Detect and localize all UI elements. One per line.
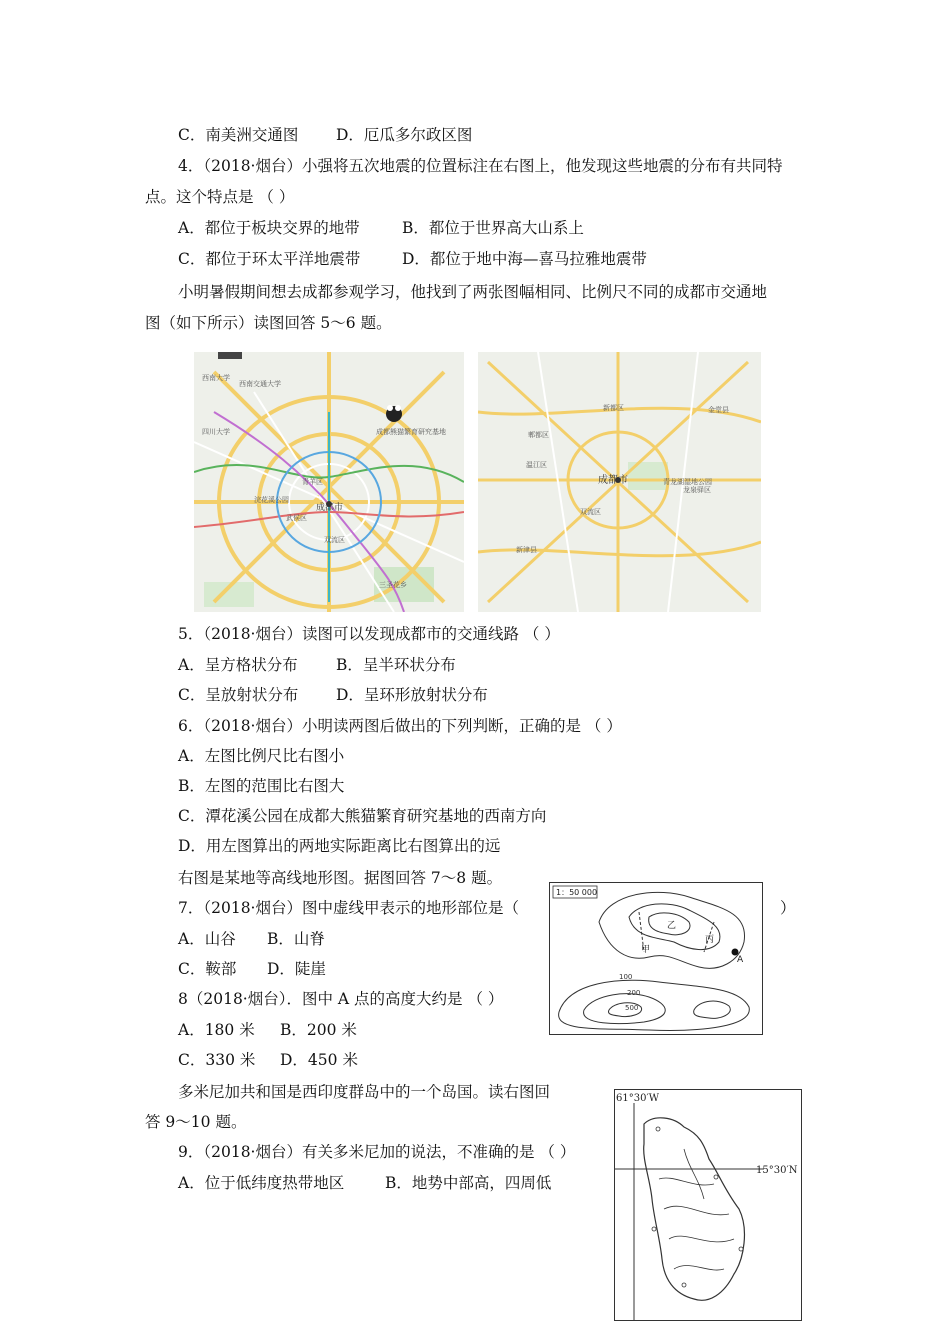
- q6-option-a: A．左图比例尺比右图小: [178, 747, 345, 765]
- q4-option-c: C．都位于环太平洋地震带: [178, 250, 361, 268]
- intro-7-8: 右图是某地等高线地形图。据图回答 7～8 题。: [178, 869, 503, 887]
- q7-option-a: A．山谷: [178, 930, 236, 948]
- q7-option-d: D．陡崖: [267, 960, 326, 978]
- contour-label-a: A: [737, 955, 744, 965]
- contour-100: 100: [619, 973, 633, 981]
- q4-option-d: D．都位于地中海—喜马拉雅地震带: [402, 250, 647, 268]
- q7-option-c: C．鞍部: [178, 960, 237, 978]
- map-right-label-0: 新都区: [603, 404, 624, 412]
- contour-map: [549, 882, 763, 1035]
- dominica-lon: 61°30′W: [616, 1093, 659, 1104]
- q5-stem: 5．（2018·烟台）读图可以发现成都市的交通线路 （ ）: [178, 625, 560, 643]
- map-left-label-5: 浣花溪公园: [254, 496, 289, 504]
- q8-option-b: B．200 米: [280, 1021, 357, 1039]
- map-right-label-7: 金堂县: [708, 406, 729, 414]
- q9-stem: 9．（2018·烟台）有关多米尼加的说法，不准确的是 （ ）: [178, 1143, 576, 1161]
- q8-option-c: C．330 米: [178, 1051, 256, 1069]
- intro-9-10-line-2: 答 9～10 题。: [145, 1113, 247, 1131]
- q8-stem: 8（2018·烟台）．图中 A 点的高度大约是 （ ）: [178, 990, 504, 1008]
- map-left-center-label: 成都市: [316, 503, 344, 513]
- q5-option-b: B．呈半环状分布: [336, 656, 456, 674]
- map-right-label-1: 郫都区: [528, 431, 549, 439]
- intro-5-6-line-2: 图（如下所示）读图回答 5～6 题。: [145, 314, 392, 332]
- contour-500: 500: [625, 1004, 639, 1012]
- map-left-label-8: 三圣花乡: [379, 581, 407, 589]
- q9-option-b: B．地势中部高，四周低: [385, 1174, 552, 1192]
- dominica-lat: 15°30′N: [756, 1165, 798, 1176]
- q4-stem-line-2: 点。这个特点是 （ ）: [145, 188, 295, 206]
- contour-label-jia: 甲: [641, 945, 651, 955]
- contour-label-bing: 丙: [705, 935, 715, 945]
- map-right-label-2: 温江区: [526, 461, 547, 469]
- q8-option-a: A．180 米: [178, 1021, 255, 1039]
- q5-option-d: D．呈环形放射状分布: [336, 686, 488, 704]
- map-left-label-1: 西南大学: [202, 374, 230, 382]
- q4-option-b: B．都位于世界高大山系上: [402, 219, 584, 237]
- map-right-label-6: 青龙湖湿地公园: [663, 478, 712, 486]
- contour-scale: 1：50 000: [556, 888, 598, 897]
- map-left-label-6: 武侯区: [286, 514, 307, 522]
- q7-option-b: B．山脊: [267, 930, 325, 948]
- map-left-label-3: 青羊区: [302, 478, 323, 486]
- map-left-label-4: 成都熊猫繁育研究基地: [376, 428, 446, 436]
- map-left-label-2: 四川大学: [202, 428, 230, 436]
- dominica-map: [614, 1089, 802, 1321]
- q9-option-a: A．位于低纬度热带地区: [178, 1174, 345, 1192]
- chengdu-map-right: [478, 352, 761, 612]
- q5-option-c: C．呈放射状分布: [178, 686, 299, 704]
- q7-stem-close: ）: [780, 899, 796, 917]
- map-right-label-4: 双流区: [580, 508, 601, 516]
- map-right-center-label: 成都市: [598, 475, 628, 486]
- q8-option-d: D．450 米: [280, 1051, 358, 1069]
- q4-option-a: A．都位于板块交界的地带: [178, 219, 360, 237]
- map-left-label-0: 西南交通大学: [239, 380, 281, 388]
- q6-option-b: B．左图的范围比右图大: [178, 777, 345, 795]
- map-left-label-7: 双流区: [324, 536, 345, 544]
- chengdu-map-left: [194, 352, 464, 612]
- q3-option-d: D．厄瓜多尔政区图: [336, 126, 473, 144]
- q6-option-d: D．用左图算出的两地实际距离比右图算出的远: [178, 837, 501, 855]
- contour-200: 200: [627, 989, 641, 997]
- q6-option-c: C．潭花溪公园在成都大熊猫繁育研究基地的西南方向: [178, 807, 547, 825]
- q6-stem: 6．（2018·烟台）小明读两图后做出的下列判断，正确的是 （ ）: [178, 717, 622, 735]
- intro-9-10-line-1: 多米尼加共和国是西印度群岛中的一个岛国。读右图回: [178, 1083, 551, 1101]
- q3-option-c: C．南美洲交通图: [178, 126, 299, 144]
- q5-option-a: A．呈方格状分布: [178, 656, 298, 674]
- map-right-label-5: 新津县: [516, 546, 537, 554]
- map-right-label-3: 龙泉驿区: [683, 486, 711, 494]
- intro-5-6-line-1: 小明暑假期间想去成都参观学习，他找到了两张图幅相同、比例尺不同的成都市交通地: [178, 283, 768, 301]
- q7-stem: 7．（2018·烟台）图中虚线甲表示的地形部位是（: [178, 899, 519, 917]
- q4-stem-line-1: 4．（2018·烟台）小强将五次地震的位置标注在右图上，他发现这些地震的分布有共同特: [178, 157, 783, 175]
- contour-label-yi: 乙: [667, 921, 677, 931]
